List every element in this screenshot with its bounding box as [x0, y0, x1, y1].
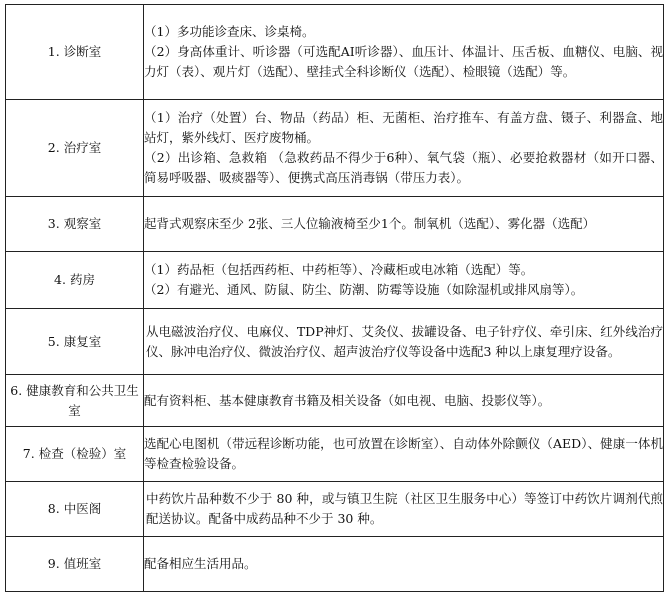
equipment-line: 起背式观察床至少 2张、三人位输液椅至少1个。制氧机（选配）、雾化器（选配）	[144, 216, 596, 231]
equipment-cell	[144, 5, 664, 100]
room-name-cell: 9. 值班室	[6, 537, 144, 592]
table-row	[6, 5, 664, 100]
equipment-line: （2）有避光、通风、防鼠、防尘、防潮、防霉等设施（如除湿机或排风扇等）。	[144, 282, 584, 297]
room-name-cell: 5. 康复室	[6, 309, 144, 375]
equipment-cell	[144, 375, 664, 427]
equipment-cell	[144, 482, 664, 537]
room-name-cell: 7. 检查（检验）室	[6, 427, 144, 482]
equipment-cell	[144, 309, 664, 375]
equipment-cell	[144, 537, 664, 592]
equipment-line: 配有资料柜、基本健康教育书籍及相关设备（如电视、电脑、投影仪等）。	[144, 392, 551, 408]
equipment-line: 从电磁波治疗仪、电麻仪、TDP神灯、艾灸仪、拔罐设备、电子针疗仪、牵引床、红外线治疗仪、脉冲电治疗仪、微波治疗仪、超声波治疗仪等设备中选配3 种以上康复理疗设备。	[146, 323, 663, 359]
table-row	[6, 252, 664, 309]
room-name-cell: 2. 治疗室	[6, 100, 144, 197]
table-row	[6, 537, 664, 592]
room-name-cell: 1. 诊断室	[6, 5, 144, 100]
table-row	[6, 309, 664, 375]
table-row	[6, 482, 664, 537]
equipment-cell	[144, 252, 664, 309]
equipment-line: 选配心电图机（带远程诊断功能，也可放置在诊断室）、自动体外除颤仪（AED）、健康一体机等检查检验设备。	[144, 436, 663, 471]
table-row	[6, 100, 664, 197]
equipment-cell	[144, 427, 664, 482]
equipment-line: （2）身高体重计、听诊器（可选配AI听诊器）、血压计、体温计、压舌板、血糖仪、电脑、视力灯（表）、观片灯（选配）、壁挂式全科诊断仪（选配）、检眼镜（选配）等。	[144, 44, 663, 79]
room-name-cell: 8. 中医阁	[6, 482, 144, 537]
room-name-cell: 4. 药房	[6, 252, 144, 309]
equipment-cell	[144, 197, 664, 252]
equipment-line: 中药饮片品种数不少于 80 种，或与镇卫生院（社区卫生服务中心）等签订中药饮片调剂代煎配送协议。配备中成药品种不少于 30 种。	[146, 491, 663, 526]
table-row	[6, 197, 664, 252]
equipment-table	[5, 4, 664, 592]
room-name-cell: 6. 健康教育和公共卫生室	[6, 375, 144, 427]
equipment-cell	[144, 100, 664, 197]
table-row	[6, 427, 664, 482]
equipment-line: （1）多功能诊查床、诊桌椅。	[144, 24, 315, 39]
room-name-cell: 3. 观察室	[6, 197, 144, 252]
divider	[320, 591, 360, 592]
equipment-line: （1）药品柜（包括西药柜、中药柜等）、冷藏柜或电冰箱（选配）等。	[144, 262, 534, 277]
equipment-line: （1）治疗（处置）台、物品（药品）柜、无菌柜、治疗推车、有盖方盘、镊子、利器盒、地站灯，紫外线灯、医疗废物桶。	[144, 110, 663, 145]
equipment-line: （2）出诊箱、急救箱 （急救药品不得少于6种）、氧气袋（瓶）、必要抢救器材（如开口器、简易呼吸器、吸痰器等）、便携式高压消毒锅（带压力表）。	[144, 150, 663, 185]
table-row	[6, 375, 664, 427]
equipment-line: 配备相应生活用品。	[144, 556, 257, 571]
